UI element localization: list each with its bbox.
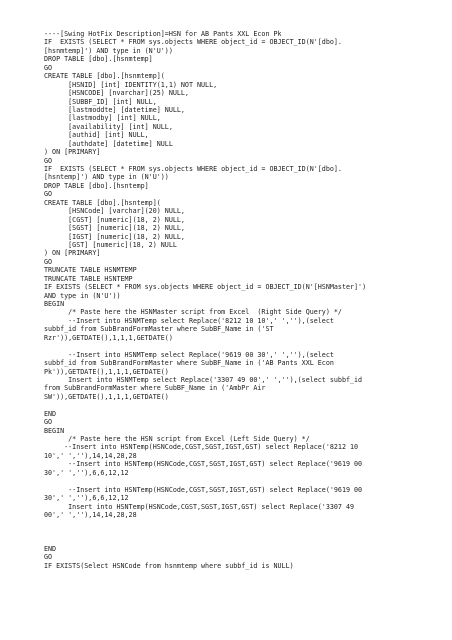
code-line: IF EXISTS(Select HSNCode from hsnmtemp where subbf_id is NULL) [44, 561, 294, 570]
code-line: END [44, 544, 57, 553]
code-line: --Insert into HSNTemp(HSNCode,CGST,SGST,IGST,GST) select Replace('9619 00 [44, 460, 363, 469]
code-line: 10',' ',''),14,14,28,28 [44, 451, 137, 460]
code-line: TRUNCATE TABLE HSNTEMP [44, 274, 133, 283]
code-line: IF EXISTS (SELECT * FROM sys.objects WHERE object_id = OBJECT_ID(N'[dbo]. [44, 165, 342, 173]
sql-script-text [44, 30, 414, 570]
code-line [44, 536, 414, 544]
code-line: [GST] [numeric](18, 2) NULL [44, 240, 177, 249]
code-line: [SGST] [numeric](18, 2) NULL, [44, 224, 185, 233]
code-line: GO [44, 257, 53, 266]
code-line: AND type in (N'U')) [44, 291, 121, 300]
code-line [44, 528, 414, 536]
code-line: from SubBrandFormMaster where SubBF_Name in ('AmbPr Air [44, 384, 266, 393]
code-line: [CGST] [numeric](18, 2) NULL, [44, 215, 185, 224]
code-line: [HSNID] [int] IDENTITY(1,1) NOT NULL, [44, 80, 218, 89]
code-line [44, 342, 414, 350]
code-line: /* Paste here the HSN script from Excel (Left Side Query) */ [44, 435, 310, 443]
code-line: [hsntemp]') AND type in (N'U')) [44, 173, 169, 182]
code-line: BEGIN [44, 426, 65, 435]
code-line: --Insert into HSNTemp(HSNCode,CGST,SGST,IGST,GST) select Replace('9619 00 [44, 485, 363, 494]
code-line: END [44, 409, 57, 418]
code-line: 00',' ',''),14,14,28,28 [44, 510, 137, 519]
code-line: 30',' ',''),6,6,12,12 [44, 468, 129, 477]
code-line: [authid] [int] NULL, [44, 131, 149, 140]
code-line: ----[Swing HotFix Description]=HSN for AB Pants XXL Econ Pk [44, 30, 282, 38]
code-line: [IGST] [numeric](18, 2) NULL, [44, 232, 185, 241]
code-line: subbf_id from SubBrandFormMaster where SubBF_Name in ('AB Pants XXL Econ [44, 359, 334, 368]
code-line [44, 477, 414, 485]
code-line: CREATE TABLE [dbo].[hsntemp]( [44, 198, 161, 207]
code-line: IF EXISTS (SELECT * FROM sys.objects WHERE object_id = OBJECT_ID(N'[HSNMaster]') [44, 283, 367, 292]
code-line: Rzr')),GETDATE(),1,1,1,GETDATE() [44, 333, 173, 342]
code-line: [HSNCODE] [nvarchar](25) NULL, [44, 89, 189, 98]
code-line: [SUBBF_ID] [int] NULL, [44, 97, 157, 106]
code-line: GO [44, 190, 53, 199]
code-line [44, 401, 414, 409]
code-line: BEGIN [44, 300, 65, 308]
code-line: DROP TABLE [dbo].[hsnmtemp] [44, 55, 153, 64]
code-line: --Insert into HSNMTemp select Replace('8212 10 10',' ',''),(select [44, 316, 334, 325]
code-line: [authdate] [datetime] NULL [44, 139, 173, 148]
code-line: GO [44, 63, 53, 72]
code-line [44, 519, 414, 527]
code-line: CREATE TABLE [dbo].[hsnmtemp]( [44, 72, 165, 81]
code-line: GO [44, 156, 53, 165]
code-line: [HSNCode] [varchar](20) NULL, [44, 207, 185, 216]
code-line: --Insert into HSNTemp(HSNCode,CGST,SGST,IGST,GST) select Replace('8212 10 [44, 443, 359, 452]
code-line: Pk')),GETDATE(),1,1,1,GETDATE() [44, 367, 169, 376]
code-line: DROP TABLE [dbo].[hsntemp] [44, 181, 149, 190]
code-line: ) ON [PRIMARY] [44, 249, 101, 258]
code-line: 30',' ',''),6,6,12,12 [44, 494, 129, 503]
code-line: IF EXISTS (SELECT * FROM sys.objects WHERE object_id = OBJECT_ID(N'[dbo]. [44, 38, 342, 47]
code-line: Insert into HSNTemp(HSNCode,CGST,SGST,IGST,GST) select Replace('3307 49 [44, 502, 355, 511]
code-line: TRUNCATE TABLE HSNMTEMP [44, 266, 137, 275]
code-line: [lastmodby] [int] NULL, [44, 114, 161, 123]
code-line: Insert into HSNMTemp select Replace('3307 49 00',' ',''),(select subbf_id [44, 375, 363, 384]
code-line: GO [44, 553, 53, 562]
code-line: [availability] [int] NULL, [44, 122, 173, 131]
code-line: subbf_id from SubBrandFormMaster where SubBF_Name in ('ST [44, 325, 274, 334]
code-line: SW')),GETDATE(),1,1,1,GETDATE() [44, 392, 169, 401]
code-line: /* Paste here the HSNMaster script from Excel (Right Side Query) */ [44, 308, 342, 317]
code-line: ) ON [PRIMARY] [44, 148, 101, 157]
code-line: --Insert into HSNMTemp select Replace('9619 00 30',' ',''),(select [44, 350, 334, 359]
code-line: GO [44, 418, 53, 427]
code-line: [hsnmtemp]') AND type in (N'U')) [44, 46, 173, 55]
code-line: [lastmoddte] [datetime] NULL, [44, 105, 185, 114]
